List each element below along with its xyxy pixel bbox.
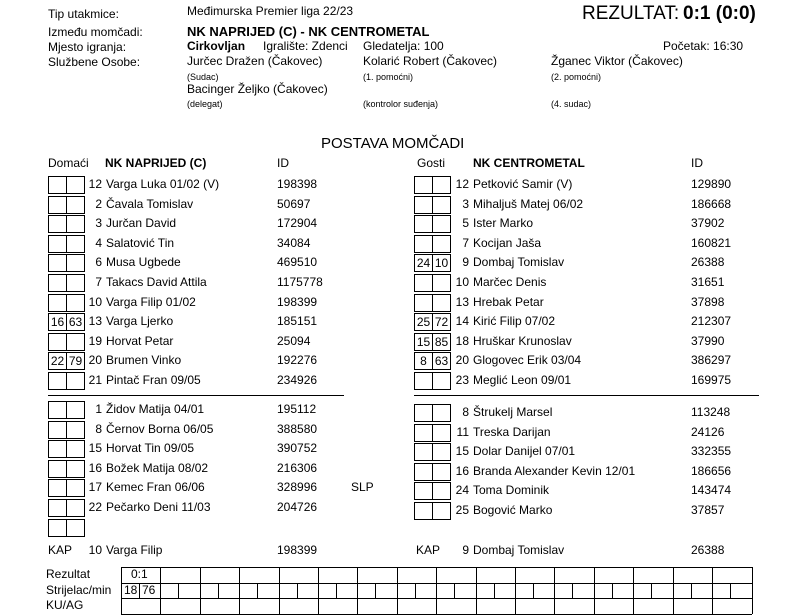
home-player-name: Pečarko Deni 11/03 — [106, 500, 211, 514]
lineup-title: POSTAVA MOMČADI — [321, 135, 465, 152]
away-player-name: Dolar Danijel 07/01 — [473, 444, 576, 459]
home-minute-in-box — [48, 333, 67, 351]
away-player-name: Meglić Leon 09/01 — [473, 373, 572, 387]
away-minute-in-box — [414, 424, 433, 442]
home-player-id: 216306 — [277, 460, 318, 475]
home-player-name: Brumen Vinko — [106, 353, 182, 368]
home-minute-in-box — [48, 294, 67, 312]
home-minute-in-box — [48, 235, 67, 253]
away-minute-in-box — [414, 294, 433, 312]
away-player-id: 37990 — [691, 333, 725, 348]
home-player-number: 6 — [95, 255, 102, 270]
home-minute-in-box — [48, 274, 67, 292]
away-minute-in-box — [414, 215, 433, 233]
away-player-id: 186656 — [691, 463, 732, 478]
away-player-id: 332355 — [691, 444, 732, 459]
home-player-number: 10 — [88, 294, 102, 309]
home-player-id: 234926 — [277, 373, 318, 387]
away-id-header: ID — [691, 156, 703, 170]
home-player-id: 198398 — [277, 177, 318, 191]
away-player-number: 8 — [462, 405, 469, 419]
home-player-number: 3 — [95, 216, 102, 231]
delegate-name: Bacinger Željko (Čakovec) — [187, 82, 328, 96]
away-player-id: 37898 — [691, 294, 725, 309]
away-minute-in-box — [414, 502, 433, 520]
away-player-number: 11 — [456, 424, 469, 439]
away-player-name: Branda Alexander Kevin 12/01 — [473, 463, 636, 478]
away-minute-in-box — [414, 372, 433, 390]
away-player-number: 24 — [455, 483, 469, 498]
away-player-id: 113248 — [691, 405, 731, 419]
home-minute-out-box: 79 — [66, 352, 85, 370]
home-player-number: 12 — [88, 177, 102, 191]
away-player-name: Marčec Denis — [473, 275, 547, 289]
home-captain-id: 198399 — [277, 543, 318, 557]
home-minute-in-box — [48, 196, 67, 214]
venue-pitch: Igralište: Zdenci — [263, 39, 348, 53]
home-player-number: 13 — [88, 314, 102, 329]
away-player-number: 12 — [455, 177, 469, 191]
home-minute-in-box: 16 — [48, 313, 67, 331]
first-score: 0:1 — [131, 567, 148, 581]
away-captain-name: Dombaj Tomislav — [473, 543, 565, 557]
home-minute-in-box — [48, 372, 67, 390]
home-minute-out-box — [66, 519, 85, 537]
controller-role: (kontrolor suđenja) — [363, 99, 439, 109]
assistant1-name: Kolarić Robert (Čakovec) — [363, 54, 498, 68]
home-player-number: 16 — [88, 460, 102, 475]
away-player-name: Štrukelj Marsel — [473, 405, 553, 419]
away-divider — [414, 395, 759, 396]
home-player-number: 8 — [95, 421, 102, 436]
home-player-number: 20 — [88, 353, 102, 368]
away-player-number: 10 — [455, 275, 469, 289]
away-player-name: Bogović Marko — [473, 503, 553, 517]
home-player-id: 1175778 — [277, 275, 323, 289]
izmedju-label: Između momčadi: — [48, 25, 143, 39]
away-player-name: Treska Darijan — [473, 424, 551, 439]
home-id-header: ID — [277, 156, 289, 170]
home-player-number: 22 — [88, 500, 102, 514]
away-player-number: 23 — [455, 373, 469, 387]
first-scorer-minute: 76 — [142, 583, 156, 597]
home-minute-in-box — [48, 421, 67, 439]
home-player-id: 192276 — [277, 353, 318, 368]
away-minute-out-box: 72 — [432, 313, 451, 331]
away-player-number: 14 — [455, 314, 469, 329]
home-player-name: Černov Borna 06/05 — [106, 421, 214, 436]
away-player-id: 26388 — [691, 255, 725, 270]
home-player-id: 469510 — [277, 255, 318, 270]
home-player-id: 390752 — [277, 441, 318, 456]
home-captain-label: KAP — [48, 543, 73, 557]
assistant2-role: (2. pomoćni) — [551, 72, 602, 82]
home-player-name: Židov Matija 04/01 — [106, 402, 205, 416]
mjesto-label: Mjesto igranja: — [48, 40, 127, 54]
away-minute-in-box — [414, 235, 433, 253]
away-player-id: 37857 — [691, 503, 725, 517]
away-player-name: Ister Marko — [473, 216, 534, 231]
referee-name: Jurčec Dražen (Čakovec) — [187, 54, 323, 68]
away-player-number: 5 — [462, 216, 469, 231]
home-player-number: 17 — [88, 480, 102, 495]
away-player-id: 129890 — [691, 177, 732, 191]
competition-name: Međimurska Premier liga 22/23 — [187, 4, 354, 18]
away-player-id: 24126 — [691, 424, 725, 439]
home-player-id: 198399 — [277, 294, 318, 309]
away-minute-out-box: 10 — [432, 254, 451, 272]
home-label: Domaći — [48, 156, 89, 170]
rezultat-row-label: Rezultat — [46, 567, 91, 581]
tip-label: Tip utakmice: — [48, 7, 119, 21]
home-player-name: Takacs David Attila — [106, 275, 207, 289]
away-player-name: Kirić Filip 07/02 — [473, 314, 556, 329]
away-player-id: 37902 — [691, 216, 725, 231]
assistant2-name: Žganec Viktor (Čakovec) — [551, 54, 683, 68]
away-minute-in-box: 25 — [414, 313, 433, 331]
home-minute-out-box: 63 — [66, 313, 85, 331]
home-minute-in-box — [48, 519, 67, 537]
away-player-name: Mihaljuš Matej 06/02 — [473, 196, 584, 211]
away-player-name: Glogovec Erik 03/04 — [473, 353, 582, 368]
home-player-name: Božek Matija 08/02 — [106, 460, 209, 475]
match-teams: NK NAPRIJED (C) - NK CENTROMETAL — [187, 24, 430, 39]
away-player-number: 20 — [455, 353, 469, 368]
osobe-label: Službene Osobe: — [48, 55, 141, 69]
away-player-id: 143474 — [691, 483, 732, 498]
away-minute-in-box — [414, 463, 433, 481]
rezultat-value: 0:1 (0:0) — [683, 3, 756, 24]
home-player-name: Horvat Tin 09/05 — [106, 441, 195, 456]
home-player-name: Pintač Fran 09/05 — [106, 373, 201, 387]
strijelac-row-label: Strijelac/min — [46, 583, 112, 597]
away-minute-in-box — [414, 196, 433, 214]
home-player-number: 19 — [88, 333, 102, 348]
home-player-id: 172904 — [277, 216, 318, 231]
away-player-name: Petković Samir (V) — [473, 177, 573, 191]
away-captain-id: 26388 — [691, 543, 725, 557]
away-player-id: 386297 — [691, 353, 732, 368]
away-minute-in-box: 24 — [414, 254, 433, 272]
away-player-number: 7 — [462, 235, 469, 250]
away-player-name: Dombaj Tomislav — [473, 255, 565, 270]
home-player-name: Salatović Tin — [106, 235, 175, 250]
away-minute-out-box: 85 — [432, 333, 451, 351]
home-player-id: 328996 — [277, 480, 318, 495]
home-minute-in-box — [48, 176, 67, 194]
home-player-id: 388580 — [277, 421, 318, 436]
home-minute-in-box — [48, 254, 67, 272]
venue-city: Cirkovljan — [187, 39, 246, 53]
home-player-id: 185151 — [277, 314, 318, 329]
away-player-number: 3 — [462, 196, 469, 211]
away-team-name: NK CENTROMETAL — [473, 156, 585, 170]
home-player-number: 7 — [95, 275, 102, 289]
away-player-name: Kocijan Jaša — [473, 235, 542, 250]
home-player-name: Varga Filip 01/02 — [106, 294, 196, 309]
away-minute-in-box — [414, 404, 433, 422]
home-minute-in-box — [48, 401, 67, 419]
away-player-name: Toma Dominik — [473, 483, 550, 498]
away-player-number: 18 — [455, 333, 469, 348]
away-captain-label: KAP — [416, 543, 441, 557]
home-player-number: 15 — [88, 441, 102, 456]
rezultat-label: REZULTAT: — [582, 3, 680, 24]
home-player-number: 2 — [95, 196, 102, 211]
away-player-name: Hrebak Petar — [473, 294, 544, 309]
away-minute-out-box: 63 — [432, 352, 451, 370]
kuag-row-label: KU/AG — [46, 598, 84, 612]
home-player-name: Jurčan David — [106, 216, 177, 231]
away-player-id: 31651 — [691, 275, 725, 289]
home-minute-in-box — [48, 440, 67, 458]
away-minute-in-box — [414, 176, 433, 194]
away-player-id: 169975 — [691, 373, 732, 387]
home-player-name: Kemec Fran 06/06 — [106, 480, 205, 495]
home-team-name: NK NAPRIJED (C) — [105, 156, 207, 170]
home-player-number: 21 — [88, 373, 102, 387]
referee-role: (Sudac) — [187, 72, 219, 82]
away-minute-in-box — [414, 274, 433, 292]
away-label: Gosti — [417, 156, 446, 170]
home-player-id: 25094 — [277, 333, 311, 348]
home-minute-in-box: 22 — [48, 352, 67, 370]
home-player-number: 4 — [95, 235, 102, 250]
away-player-number: 25 — [455, 503, 469, 517]
home-player-name: Musa Ugbede — [106, 255, 181, 270]
first-scorer-number: 18 — [124, 583, 138, 597]
delegate-role: (delegat) — [187, 99, 223, 109]
away-minute-in-box — [414, 482, 433, 500]
away-minute-in-box: 15 — [414, 333, 433, 351]
slp-mark: SLP — [351, 480, 374, 494]
home-player-name: Varga Ljerko — [106, 314, 174, 329]
attendance: Gledatelja: 100 — [363, 39, 444, 53]
home-player-number: 1 — [95, 402, 102, 416]
home-minute-in-box — [48, 479, 67, 497]
away-minute-in-box: 8 — [414, 352, 433, 370]
away-player-id: 160821 — [691, 235, 732, 250]
away-player-number: 16 — [455, 463, 469, 478]
home-player-id: 195112 — [277, 402, 317, 416]
home-player-id: 204726 — [277, 500, 318, 514]
assistant1-role: (1. pomoćni) — [363, 72, 414, 82]
home-captain-name: Varga Filip — [106, 543, 163, 557]
away-player-number: 15 — [455, 444, 469, 459]
away-player-id: 186668 — [691, 196, 732, 211]
home-divider — [48, 395, 344, 396]
away-player-number: 13 — [455, 294, 469, 309]
away-player-name: Hruškar Krunoslav — [473, 333, 572, 348]
home-minute-in-box — [48, 460, 67, 478]
home-player-name: Čavala Tomislav — [106, 196, 194, 211]
home-minute-in-box — [48, 499, 67, 517]
home-player-id: 50697 — [277, 196, 311, 211]
fourth-official-role: (4. sudac) — [551, 99, 592, 109]
home-player-name: Varga Luka 01/02 (V) — [106, 177, 220, 191]
home-player-id: 34084 — [277, 235, 311, 250]
away-player-id: 212307 — [691, 314, 732, 329]
home-minute-in-box — [48, 215, 67, 233]
kickoff-time: Početak: 16:30 — [663, 39, 744, 53]
away-minute-in-box — [414, 443, 433, 461]
away-player-number: 9 — [462, 255, 469, 270]
away-captain-number: 9 — [462, 543, 469, 557]
home-captain-number: 10 — [88, 543, 102, 557]
home-player-name: Horvat Petar — [106, 333, 174, 348]
